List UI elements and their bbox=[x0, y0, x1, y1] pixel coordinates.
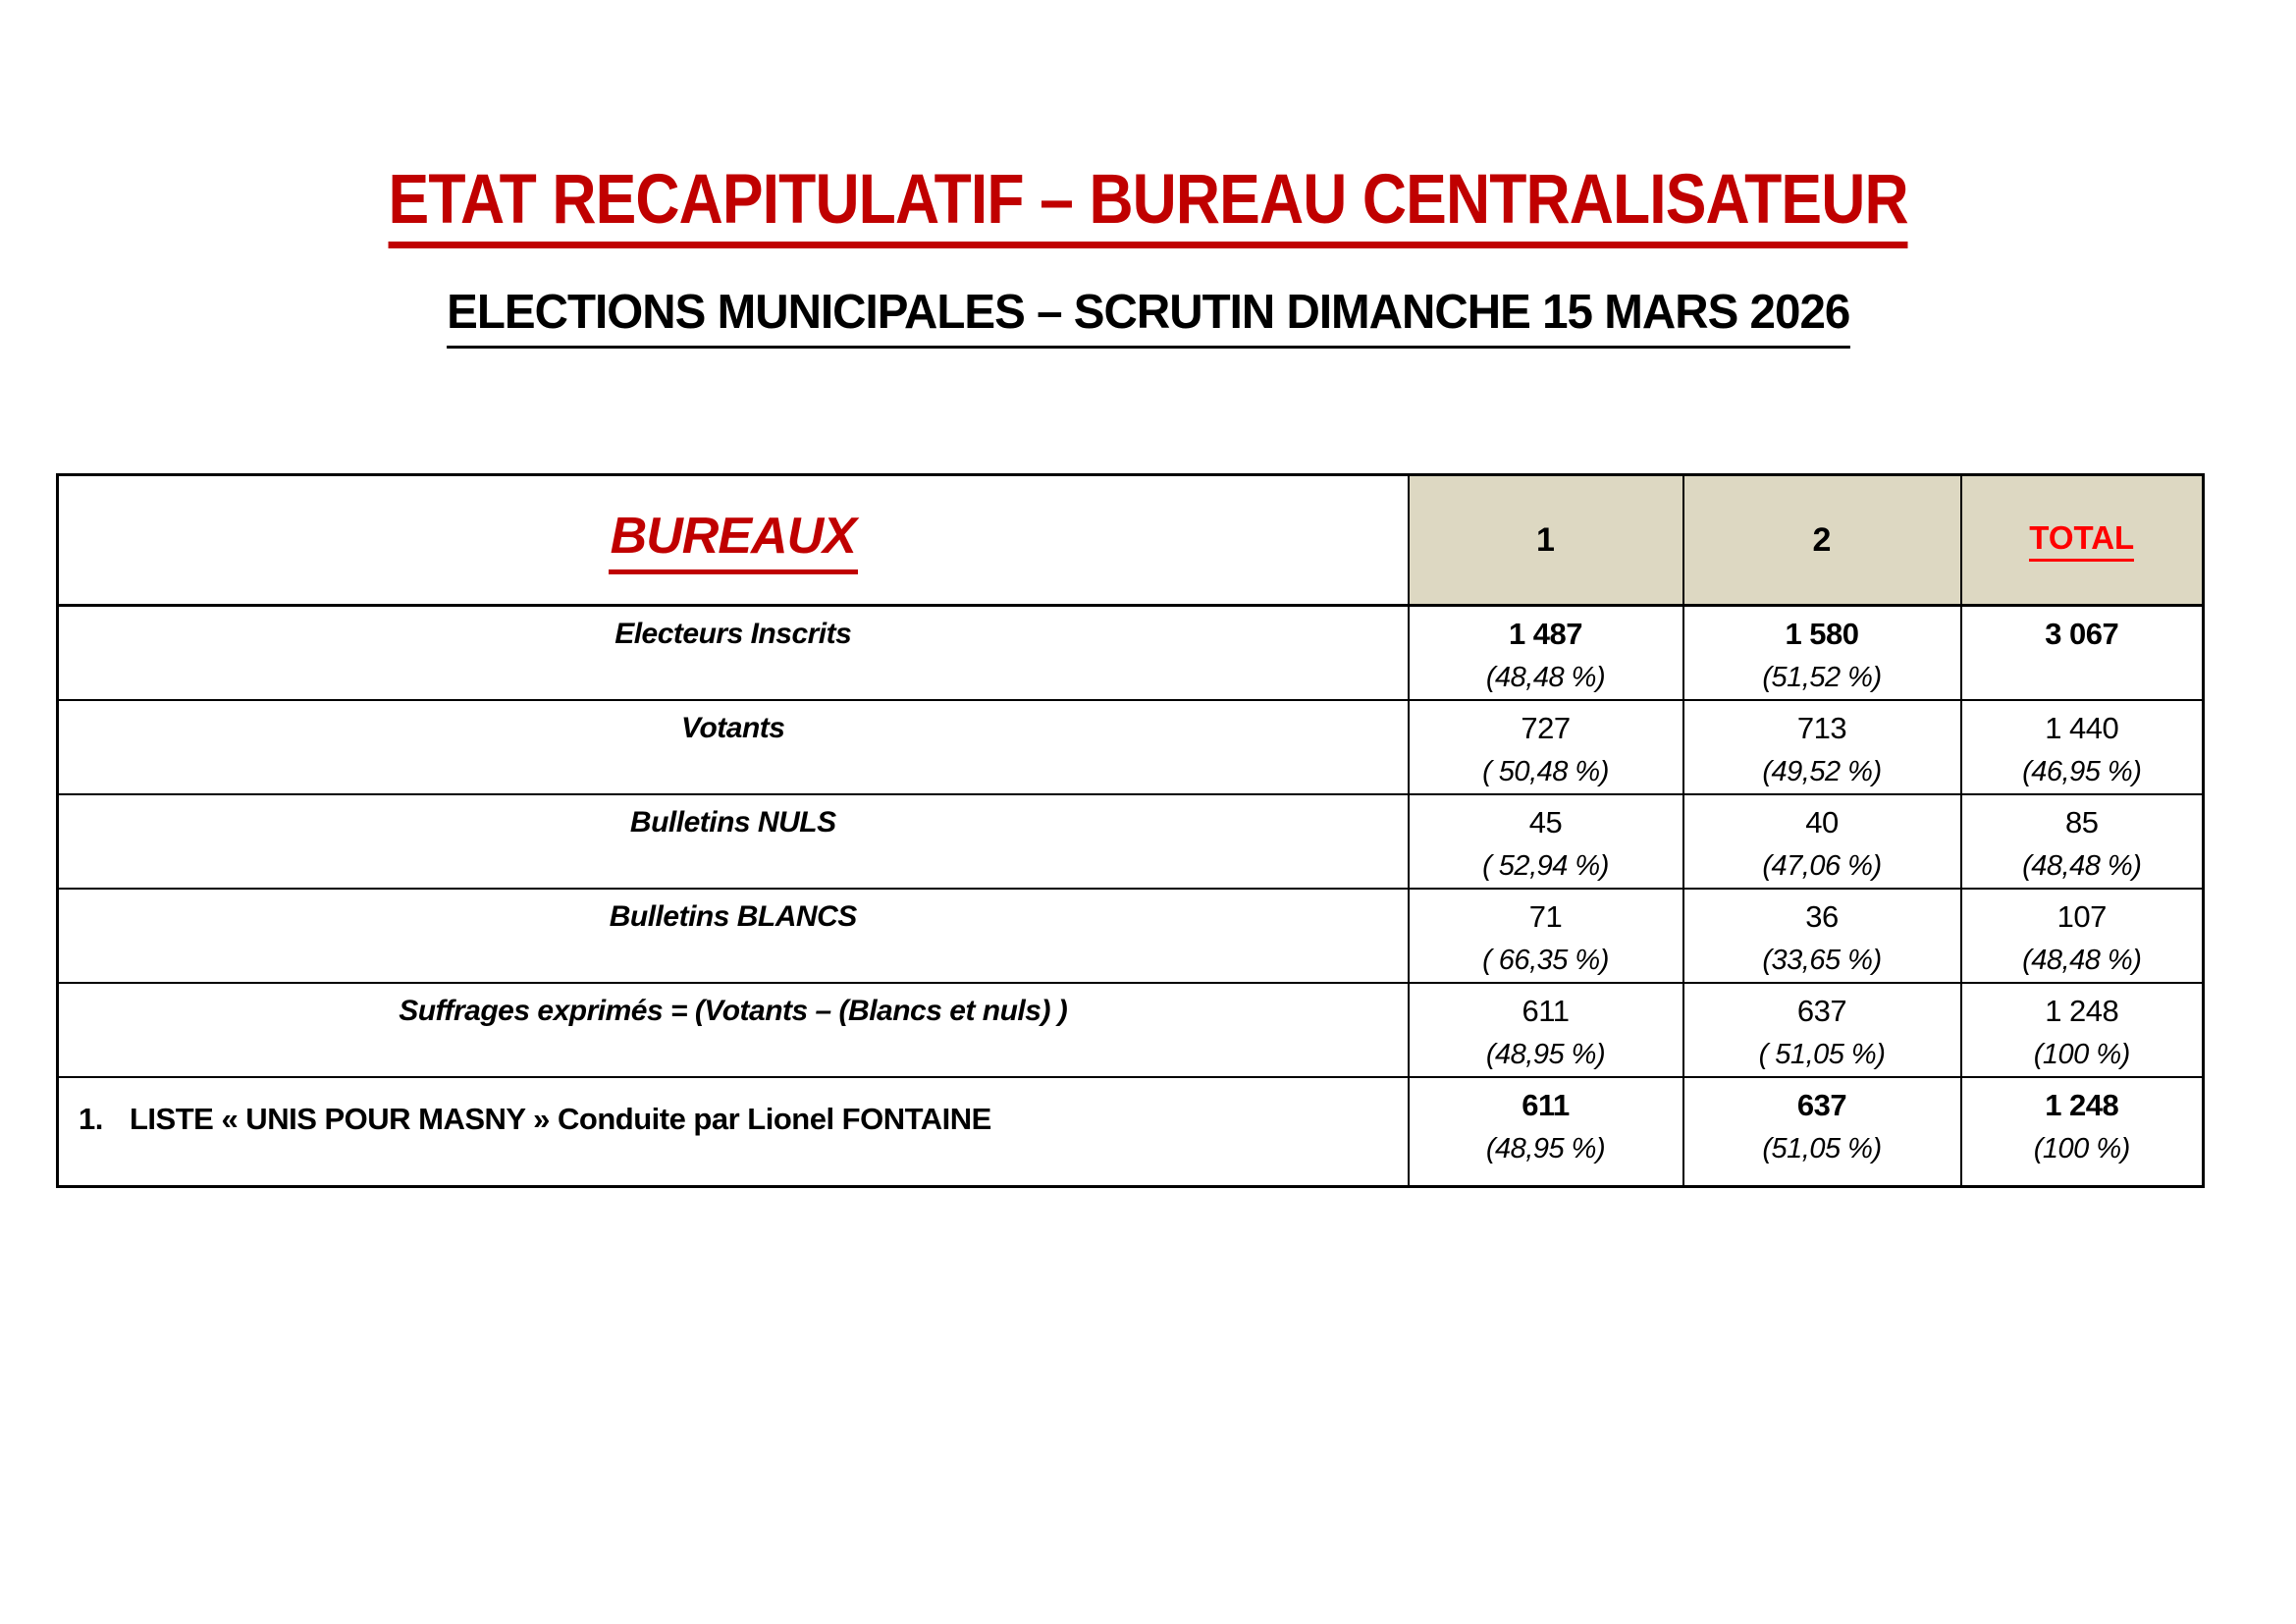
column-header-total-cell bbox=[1961, 475, 2204, 606]
row-label: Electeurs Inscrits bbox=[58, 606, 1409, 701]
value-cell bbox=[1961, 1077, 2204, 1186]
percent-value: (48,48 %) bbox=[2022, 945, 2142, 976]
count-value: 637 bbox=[1796, 994, 1847, 1028]
table-row-suffrages-exprimes bbox=[58, 983, 2204, 1077]
row-label: Votants bbox=[58, 700, 1409, 794]
value-cell bbox=[1683, 889, 1961, 983]
percent-value: (47,06 %) bbox=[1762, 850, 1882, 882]
title-band bbox=[0, 161, 2296, 248]
column-header-bureau-2: 2 bbox=[1683, 475, 1961, 606]
value-cell bbox=[1409, 983, 1683, 1077]
results-table bbox=[56, 473, 2205, 1188]
table-row-votants bbox=[58, 700, 2204, 794]
row-label: Bulletins BLANCS bbox=[58, 889, 1409, 983]
count-value: 3 067 bbox=[2045, 617, 2119, 651]
count-value: 45 bbox=[1528, 805, 1563, 839]
value-cell bbox=[1961, 889, 2204, 983]
table-row-liste-unis-pour-masny bbox=[58, 1077, 2204, 1186]
count-value: 107 bbox=[2056, 899, 2107, 934]
percent-value: (48,95 %) bbox=[1485, 1039, 1606, 1070]
count-value: 1 487 bbox=[1508, 617, 1583, 651]
column-header-bureau-1: 1 bbox=[1409, 475, 1683, 606]
percent-value: ( 50,48 %) bbox=[1482, 756, 1609, 787]
value-cell bbox=[1683, 606, 1961, 701]
list-number: 1. bbox=[79, 1102, 103, 1136]
value-cell bbox=[1409, 1077, 1683, 1186]
bureaux-header-label: BUREAUX bbox=[609, 507, 858, 574]
table-header-row bbox=[58, 475, 2204, 606]
percent-value: (51,05 %) bbox=[1762, 1133, 1882, 1164]
percent-value: (100 %) bbox=[2033, 1039, 2130, 1070]
percent-value: (46,95 %) bbox=[2022, 756, 2142, 787]
list-row-label bbox=[58, 1077, 1409, 1186]
count-value: 637 bbox=[1796, 1088, 1847, 1122]
percent-value: (48,48 %) bbox=[1485, 662, 1606, 693]
page-subtitle: ELECTIONS MUNICIPALES – SCRUTIN DIMANCHE 15 MARS 2026 bbox=[447, 287, 1849, 349]
percent-value: (48,95 %) bbox=[1485, 1133, 1606, 1164]
value-cell bbox=[1961, 606, 2204, 701]
value-cell bbox=[1683, 794, 1961, 889]
row-label: Suffrages exprimés = (Votants – (Blancs et nuls) ) bbox=[58, 983, 1409, 1077]
row-label: Bulletins NULS bbox=[58, 794, 1409, 889]
percent-value: ( 51,05 %) bbox=[1758, 1039, 1886, 1070]
count-value: 1 248 bbox=[2045, 1088, 2119, 1122]
count-value: 611 bbox=[1522, 1088, 1570, 1122]
count-value: 727 bbox=[1521, 711, 1571, 745]
percent-value: ( 52,94 %) bbox=[1482, 850, 1609, 882]
count-value: 1 580 bbox=[1785, 617, 1859, 651]
value-cell bbox=[1409, 889, 1683, 983]
percent-value: (33,65 %) bbox=[1762, 945, 1882, 976]
value-cell bbox=[1409, 794, 1683, 889]
count-value: 713 bbox=[1796, 711, 1847, 745]
table-row-bulletins-blancs bbox=[58, 889, 2204, 983]
value-cell bbox=[1683, 983, 1961, 1077]
percent-value: (48,48 %) bbox=[2022, 850, 2142, 882]
value-cell bbox=[1961, 794, 2204, 889]
count-value: 71 bbox=[1528, 899, 1563, 934]
percent-value: (51,52 %) bbox=[1762, 662, 1882, 693]
count-value: 85 bbox=[2065, 805, 2099, 839]
percent-value: (100 %) bbox=[2033, 1133, 2130, 1164]
value-cell bbox=[1409, 700, 1683, 794]
percent-value: ( 66,35 %) bbox=[1482, 945, 1609, 976]
value-cell bbox=[1409, 606, 1683, 701]
table-row-electeurs-inscrits bbox=[58, 606, 2204, 701]
percent-value: (49,52 %) bbox=[1762, 756, 1882, 787]
count-value: 36 bbox=[1805, 899, 1839, 934]
subtitle-band bbox=[0, 287, 2296, 349]
bureaux-header-cell bbox=[58, 475, 1409, 606]
value-cell bbox=[1961, 983, 2204, 1077]
value-cell bbox=[1683, 1077, 1961, 1186]
list-title: LISTE « UNIS POUR MASNY » Conduite par Lionel FONTAINE bbox=[130, 1102, 991, 1136]
count-value: 1 248 bbox=[2045, 994, 2119, 1028]
value-cell bbox=[1961, 700, 2204, 794]
value-cell bbox=[1683, 700, 1961, 794]
page-title: ETAT RECAPITULATIF – BUREAU CENTRALISATEUR bbox=[388, 165, 1907, 248]
table-row-bulletins-nuls bbox=[58, 794, 2204, 889]
count-value: 1 440 bbox=[2045, 711, 2119, 745]
count-value: 611 bbox=[1522, 994, 1570, 1028]
count-value: 40 bbox=[1805, 805, 1839, 839]
column-header-total-label: TOTAL bbox=[2029, 519, 2134, 562]
